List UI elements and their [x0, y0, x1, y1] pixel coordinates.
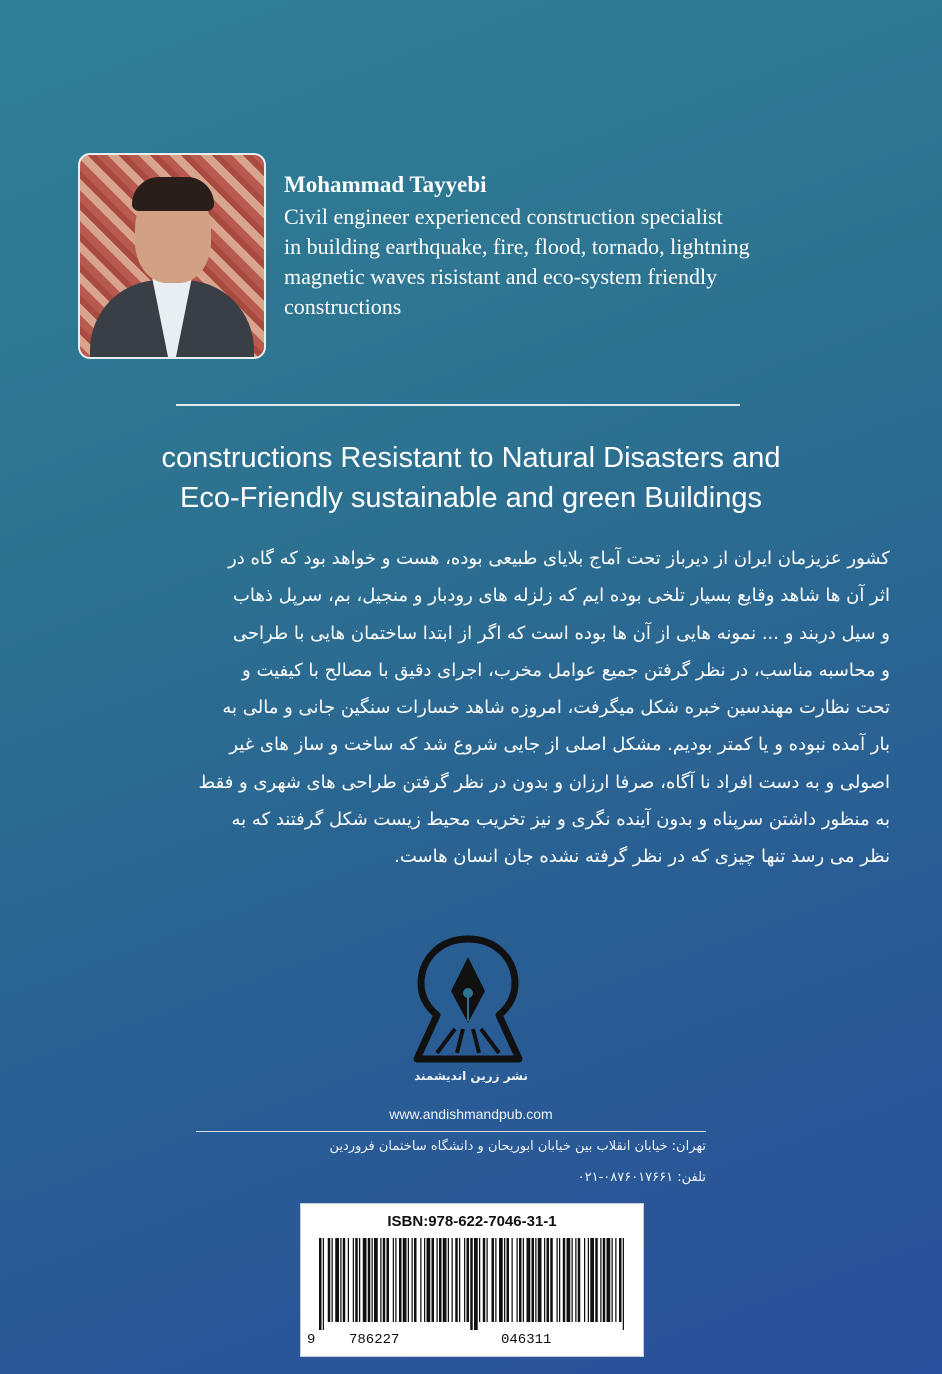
barcode-bar	[567, 1238, 571, 1322]
barcode-bar	[507, 1238, 510, 1322]
barcode-bar	[359, 1238, 360, 1322]
barcode-bar	[572, 1238, 573, 1322]
barcode-bar	[487, 1238, 488, 1322]
barcode-bar	[595, 1238, 598, 1322]
barcode-bar	[559, 1238, 560, 1322]
barcode-bar	[420, 1238, 421, 1322]
barcode-bar	[578, 1238, 581, 1322]
barcode-bar	[607, 1238, 611, 1322]
barcode-bar	[340, 1238, 341, 1322]
barcode-bar	[380, 1238, 381, 1322]
author-bio	[284, 202, 884, 322]
publisher-website[interactable]: www.andishmandpub.com	[389, 1106, 553, 1122]
barcode-bar	[343, 1238, 346, 1322]
barcode-bar	[479, 1238, 480, 1322]
barcode-bar	[455, 1238, 458, 1322]
barcode-bar	[374, 1238, 378, 1322]
isbn-label: ISBN:978-622-7046-31-1	[387, 1213, 557, 1230]
barcode-lead-digit: 9	[307, 1332, 316, 1348]
barcode-bar	[535, 1238, 536, 1322]
barcode-bar	[467, 1238, 470, 1322]
description-line: به منظور داشتن سرپناه و بدون آینده نگری و نیز تخریب محیط زیست شکل گرفتند که به	[231, 809, 890, 831]
photo-hair	[132, 177, 214, 211]
barcode-bar	[368, 1238, 371, 1322]
description-line: بار آمده نبوده و یا کمتر بودیم. مشکل اصلی از جایی شروع شد که ساخت و ساز های غیر	[229, 734, 890, 756]
barcode-bar	[619, 1238, 622, 1322]
barcode-bar	[399, 1238, 402, 1322]
barcode-bar	[363, 1238, 367, 1322]
publisher-address: تهران: خیابان انقلاب بین خیابان ابوریحان و دانشگاه ساختمان فروردین	[329, 1139, 706, 1154]
barcode-left-digits: 786227	[349, 1332, 400, 1348]
barcode-bar	[427, 1238, 431, 1322]
barcode-bar	[372, 1238, 373, 1322]
section-divider	[176, 404, 740, 406]
barcode-bar	[519, 1238, 522, 1322]
contact-divider	[196, 1131, 706, 1132]
barcode-bar	[538, 1238, 542, 1322]
barcode-bar	[414, 1238, 417, 1322]
publisher-phone: تلفن: ۰۸۷۶۰۱۷۶۶۱-۰۲۱	[577, 1170, 706, 1185]
barcode-bar	[588, 1238, 589, 1322]
author-bio-line: magnetic waves risistant and eco-system friendly	[284, 264, 718, 289]
barcode-bar	[615, 1238, 616, 1322]
barcode-bar	[512, 1238, 513, 1322]
publisher-name: نشر زرین اندیشمند	[414, 1069, 528, 1083]
barcode-bar	[443, 1238, 447, 1322]
barcode-bar	[483, 1238, 486, 1322]
barcode-bar	[412, 1238, 413, 1322]
barcode-bar	[335, 1238, 339, 1322]
barcode-bar	[603, 1238, 606, 1322]
barcode-bar	[547, 1238, 550, 1322]
author-bio-line: in building earthquake, fire, flood, tornado, lightning	[284, 234, 750, 259]
isbn-barcode	[300, 1203, 644, 1357]
barcode-bar	[575, 1238, 576, 1322]
description-line: و سیل دربند و ... نمونه هایی از آن ها بوده است که اگر از ابتدا ساختمان هایی با طراحی	[232, 622, 890, 644]
barcode-bar	[459, 1238, 460, 1322]
author-bio-line: Civil engineer experienced construction specialist	[284, 204, 723, 229]
barcode-bar	[474, 1238, 478, 1330]
barcode-bar	[448, 1238, 449, 1322]
book-title-line: constructions Resistant to Natural Disasters and	[161, 442, 781, 474]
barcode-bar	[623, 1238, 624, 1330]
barcode-bar	[470, 1238, 473, 1330]
barcode-bar	[504, 1238, 505, 1322]
description-line: کشور عزیزمان ایران از دیرباز تحت آماج بلایای طبیعی بوده، هست و خواهد بود که گاه در	[228, 548, 890, 569]
barcode-bar	[424, 1238, 425, 1322]
barcode-bar	[323, 1238, 324, 1330]
barcode-bar	[563, 1238, 566, 1322]
book-title-line: Eco-Friendly sustainable and green Buildings	[180, 482, 762, 514]
barcode-bar	[550, 1238, 553, 1322]
barcode-bar	[393, 1238, 394, 1322]
barcode-bar	[544, 1238, 545, 1322]
author-photo	[78, 153, 266, 359]
barcode-bar	[319, 1238, 322, 1330]
author-name: Mohammad Tayyebi	[284, 172, 487, 197]
publisher-logo-icon	[393, 935, 543, 1065]
barcode-bar	[584, 1238, 585, 1322]
barcode-bar	[499, 1238, 503, 1322]
barcode-bar	[408, 1238, 409, 1322]
barcode-bar	[328, 1238, 331, 1322]
barcode-bar	[523, 1238, 524, 1322]
barcode-bar	[527, 1238, 531, 1322]
barcode-bar	[437, 1238, 438, 1322]
barcode-bar	[600, 1238, 601, 1322]
barcode-bar	[332, 1238, 333, 1322]
barcode-bar	[348, 1238, 349, 1322]
barcode-bar	[612, 1238, 613, 1322]
barcode-bar	[532, 1238, 535, 1322]
barcode-bar	[495, 1238, 496, 1322]
barcode-bar	[517, 1238, 518, 1322]
description-line: تحت نظارت مهندسین خبره شکل میگرفت، امروزه شاهد خسارات سنگین جانی و مالی به	[222, 697, 890, 719]
barcode-bar	[355, 1238, 358, 1322]
barcode-bar	[464, 1238, 465, 1322]
barcode-bar	[403, 1238, 407, 1322]
barcode-bar	[395, 1238, 396, 1322]
barcode-bar	[439, 1238, 442, 1322]
book-description	[58, 540, 890, 876]
barcode-bar	[452, 1238, 453, 1322]
barcode-bar	[353, 1238, 354, 1322]
description-line: اصولی و به دست افراد نا آگاه، صرفا ارزان و بدون در نظر گرفتن طراحی های شهری و فقط	[198, 771, 890, 793]
book-title	[0, 438, 942, 518]
barcode-bar	[492, 1238, 495, 1322]
description-line: و محاسبه مناسب، در نظر گرفتن جمیع عوامل مخرب، اجرای دقیق با مصالح با کیفیت و	[242, 659, 890, 681]
barcode-bar	[432, 1238, 435, 1322]
barcode-bar	[557, 1238, 558, 1322]
barcode-bar	[387, 1238, 390, 1322]
description-line: نظر می رسد تنها چیزی که در نظر گرفته نشده جان انسان هاست.	[394, 846, 890, 868]
description-line: اثر آن ها شاهد وقایع بسیار تلخی بوده ایم که زلزله های رودبار و منجیل، بم، سرپل ذهاب	[232, 585, 890, 607]
barcode-bar	[590, 1238, 594, 1322]
barcode-bar	[383, 1238, 386, 1322]
barcode-bars	[317, 1238, 629, 1330]
author-bio-line: constructions	[284, 294, 402, 319]
barcode-right-digits: 046311	[501, 1332, 552, 1348]
